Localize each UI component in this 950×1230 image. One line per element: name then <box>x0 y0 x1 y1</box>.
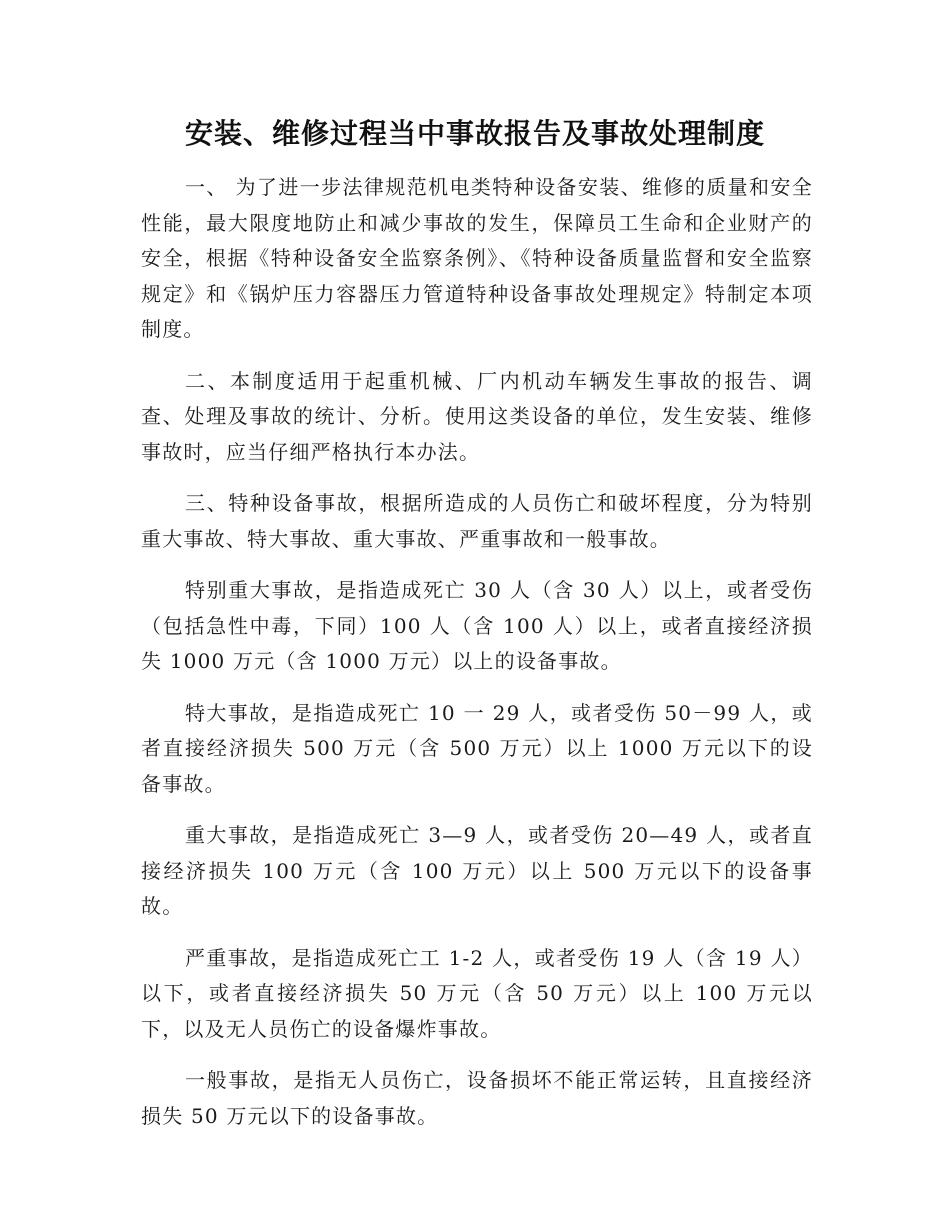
paragraph-extra-large-accident: 特大事故，是指造成死亡 10 一 29 人，或者受伤 50－99 人，或者直接经济损失 500 万元（含 500 万元）以上 1000 万元以下的设备事故。 <box>141 700 813 796</box>
paragraph-major-accident: 重大事故，是指造成死亡 3—9 人，或者受伤 20—49 人，或者直接经济损失 100 万元（含 100 万元）以上 500 万元以下的设备事故。 <box>141 823 813 918</box>
paragraph-serious-accident: 严重事故，是指造成死亡工 1-2 人，或者受伤 19 人（含 19 人）以下，或者直接经济损失 50 万元（含 50 万元）以上 100 万元以下，以及无人员伤亡的设备爆炸事故。 <box>141 945 813 1041</box>
paragraph-classification: 三、特种设备事故，根据所造成的人员伤亡和破坏程度，分为特别重大事故、特大事故、重大事故、严重事故和一般事故。 <box>141 491 813 551</box>
document-title: 安装、维修过程当中事故报告及事故处理制度 <box>184 117 765 150</box>
paragraph-general-accident: 一般事故，是指无人员伤亡，设备损坏不能正常运转，且直接经济损失 50 万元以下的设备事故。 <box>141 1068 813 1128</box>
paragraph-purpose: 一、 为了进一步法律规范机电类特种设备安装、维修的质量和安全性能，最大限度地防止和减少事故的发生，保障员工生命和企业财产的安全，根据《特种设备安全监察条例》、《特种设备质量监督和安全监察规定》和《锅炉压力容器压力管道特种设备事故处理规定》特制定本项制度。 <box>141 175 813 341</box>
paragraph-especially-major-accident: 特别重大事故，是指造成死亡 30 人（含 30 人）以上，或者受伤（包括急性中毒，下同）100 人（含 100 人）以上，或者直接经济损失 1000 万元（含 1000 万元）以上的设备事故。 <box>141 578 813 673</box>
document-body <box>141 170 813 1150</box>
paragraph-scope: 二、本制度适用于起重机械、厂内机动车辆发生事故的报告、调查、处理及事故的统计、分析。使用这类设备的单位，发生安装、维修事故时，应当仔细严格执行本办法。 <box>141 368 813 464</box>
